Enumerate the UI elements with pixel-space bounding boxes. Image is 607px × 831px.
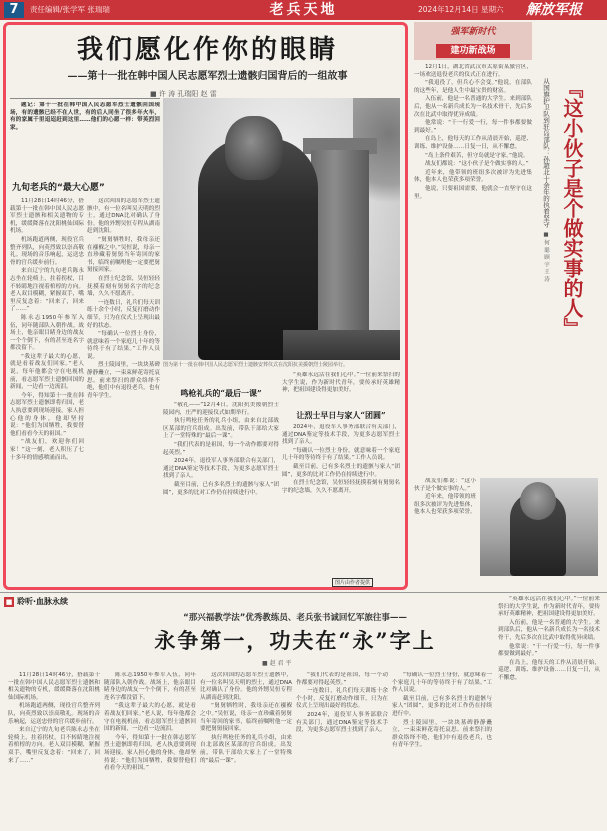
paragraph: “舅舅牺牲时，我母亲还在襁褓之中。”吴恒说，母亲一直珍藏着舅舅当年寄回的家书，临终前嘱咐他一定要把舅舅接回家。 <box>200 703 292 733</box>
column-tag-icon: ■ <box>5 597 13 606</box>
paragraph: “我这辈子最大的心愿，就是看着战友们回家。”老人说，每年他都会守在电视机前，看志愿军烈士遗骸回国的新闻，一边看一边流泪。 <box>10 353 84 391</box>
paragraph: “每确认一位烈士身份，就意味着一个家庭几十年的等待终于有了结果。”工作人员说。 <box>282 447 400 462</box>
paragraph: 执行鸣枪任务的礼兵小组，由来自北部战区某部的官兵组成。出发前，带队干部给大家上了一堂特殊的“最后一课”。 <box>163 418 279 440</box>
article-column-3 <box>163 402 279 580</box>
soldier-portrait-photo <box>480 478 598 576</box>
series-label: 强军新时代 <box>450 27 496 37</box>
header-editors: 责任编辑/张学军 张瑞瑞 <box>30 5 110 14</box>
paragraph: “我们代表的是祖国，每一个动作都要对得起英烈。” <box>163 441 279 456</box>
section-title: 老兵天地 <box>269 2 338 18</box>
paragraph: 这次回国的志愿军烈士遗骸中，有一位名叫吴天明的烈士，通过DNA比对确认了身份。他的外甥吴恒专程从湖南赶到沈阳。 <box>87 198 160 235</box>
page-number: 7 <box>4 2 24 18</box>
paragraph: 近年来，他带领的班组多次被评为先进集体，他本人也荣获多项荣誉。 <box>414 494 476 516</box>
paragraph: 烈士陵园里，一块块墓碑静静矗立，一束束鲜花寄托哀思。前来祭扫的群众络绎不绝，他们中有退役老兵，也有青年学生。 <box>87 362 160 399</box>
series-tag: 建功新战场 <box>436 44 510 58</box>
bottom-article-byline: ■ 赵 君 平 <box>262 660 292 667</box>
paragraph: “英雄永远活在我们心中。”一位前来祭扫的大学生说，作为新时代青年，要传承好英雄精神，把祖国建设得更加美好。 <box>498 596 600 618</box>
paragraph: 截至目前，已有多名烈士的遗骸与家人“团圆”，更多的比对工作仍在持续进行中。 <box>282 463 400 478</box>
section-heading-veteran: 九旬老兵的“最大心愿” <box>12 183 105 193</box>
bottom-column-2 <box>104 672 196 828</box>
photo-flowers <box>283 330 400 360</box>
article-column-4-top <box>282 372 400 408</box>
paragraph: 机场跑道两侧，现役官兵整齐列队，向英烈致以崇高敬礼。现场的音乐响起，运送忠骨的官兵缓步前行。 <box>8 703 100 725</box>
bottom-column-label <box>4 596 68 608</box>
paragraph: 2024年，退役军人事务部联合有关部门，通过DNA鉴定等技术手段，为更多志愿军烈士找到了亲人。 <box>282 424 400 446</box>
paragraph: 11月28日14时46分，搭载第十一批在韩中国人民志愿军烈士遗骸和相关遗物的专机，缓缓降落在沈阳桃仙国际机场。 <box>8 672 100 701</box>
paragraph: 这次回国的志愿军烈士遗骸中，有一位名叫吴天明的烈士，通过DNA比对确认了身份。他的外甥吴恒专程从湖南赶到沈阳。 <box>200 672 292 701</box>
paragraph: “我们代表的是祖国，每一个动作都要对得起英烈。” <box>296 672 388 686</box>
side-article-subtitle: 从国旗护卫队到驻岛部队：孙超北十余年的执着坚守 <box>542 78 550 228</box>
paragraph: 他常说：“干一行爱一行，每一件事都要做到最好。” <box>414 120 532 134</box>
paragraph: 机场跑道两侧，现役官兵整齐列队，向英烈致以崇高敬礼。现场的音乐响起，运送忠骨的官兵缓步前行。 <box>10 236 84 266</box>
bottom-divider <box>0 592 607 593</box>
photo-veteran-head <box>225 116 283 180</box>
main-article-subtitle: ——第十一批在韩中国人民志愿军烈士遗骸归国背后的一组故事 <box>67 71 348 82</box>
photo-monument <box>311 150 369 360</box>
memorial-photo <box>163 98 400 360</box>
paragraph: 他说，只要祖国需要，他就会一直坚守在这里。 <box>414 185 532 200</box>
paragraph: 11月28日14时46分，搭载第十一批在韩中国人民志愿军烈士遗骸和相关遗物的专机，缓缓降落在沈阳桃仙国际机场。 <box>10 198 84 235</box>
bottom-column-6 <box>498 596 600 828</box>
paragraph: 在岛上，他每天的工作从清晨开始，巡逻、训练、维护设备……日复一日，从不懈怠。 <box>414 136 532 150</box>
paragraph: 来自辽宁的九旬老兵陈永志坐在轮椅上，拄着拐杖，目不转睛地注视着棺椁的方向。老人双目模糊，紧握双手，嘴里反复念着：“回来了，回来了……” <box>8 727 100 764</box>
paragraph: 2024年，退役军人事务部联合有关部门，通过DNA鉴定等技术手段，为更多志愿军烈士找到了亲人。 <box>296 711 388 734</box>
side-article-column-1 <box>414 64 532 476</box>
paragraph: “每确认一位烈士身份，就意味着一个家庭几十年的等待终于有了结果。”工作人员说。 <box>392 672 492 694</box>
bottom-column-5 <box>392 672 492 828</box>
paragraph: 在岛上，他每天的工作从清晨开始，巡逻、训练、维护设备……日复一日，从不懈怠。 <box>498 659 600 681</box>
paragraph: “岛上条件艰苦，但守岛就是守家。”他说。 <box>425 152 529 159</box>
paragraph: 今年，得知第十一批在韩志愿军烈士遗骸即将归国，老人执意要到现场迎接。家人担心他的身体，他却坚持说：“他们为国牺牲，我要替他们看看今天的祖国。” <box>10 392 84 437</box>
article-column-4 <box>282 424 400 574</box>
paragraph: 战友们都说：“这小伙子是个做实事的人。” <box>425 161 529 168</box>
paragraph: 烈士陵园里，一块块墓碑静静矗立，一束束鲜花寄托哀思。前来祭扫的群众络绎不绝，他们中有退役老兵，也有青年学生。 <box>392 719 492 749</box>
paragraph: 今年，得知第十一批在韩志愿军烈士遗骸即将归国，老人执意要到现场迎接。家人担心他的身体，他却坚持说：“他们为国牺牲，我要替他们看看今天的祖国。” <box>104 734 196 772</box>
paragraph: 来自辽宁的九旬老兵陈永志坐在轮椅上，拄着拐杖，目不转睛地注视着棺椁的方向。老人双目模糊，紧握双手，嘴里反复念着：“回来了，回来了……” <box>10 268 84 313</box>
header-date: 2024年12月14日 星期六 <box>418 5 504 14</box>
paragraph: “舅舅牺牲时，我母亲还在襁褓之中。”吴恒说，母亲一直珍藏着舅舅当年寄回的家书，临终前嘱咐他一定要把舅舅接回家。 <box>87 236 160 274</box>
inline-heading-honor-guard: 鸣枪礼兵的“最后一课” <box>180 388 262 398</box>
main-article-byline: ■ 许 涛 孔瑞阳 赵 雷 <box>150 90 217 98</box>
paragraph: 截至目前，已有多名烈士的遗骸与家人“团圆”，更多的比对工作仍在持续进行中。 <box>392 695 492 717</box>
paragraph: 陈永志1950年参军入伍，同年随部队入朝作战。战场上，他亲眼目睹身边的战友一个个倒下，有的甚至连名字都没留下。 <box>104 672 196 701</box>
article-column-2 <box>87 198 160 580</box>
bottom-article-title[interactable]: 永争第一，功夫在“永”字上 <box>154 628 436 653</box>
paragraph: “战友们，欢迎你们回家！”这一刻，老人积压了七十多年的情感喷涌而出。 <box>10 439 84 461</box>
side-article-title[interactable]: 『这小伙子是个做实事的人』 <box>560 78 584 338</box>
paragraph: “敬礼——”12月4日，沈阳抗美援朝烈士陵园内，庄严的迎接仪式如期举行。 <box>163 402 279 416</box>
paragraph: 入伍前，他是一名普通的大学生。来到部队后，他从一名新兵成长为一名技术骨干，先后多次在比武中取得优异成绩。 <box>414 96 532 118</box>
paragraph: “每确认一位烈士身份，就意味着一个家庭几十年的等待终于有了结果。”工作人员说。 <box>87 331 160 360</box>
paragraph: 近年来，他带领的班组多次被评为先进集体，他本人也荣获多项荣誉。 <box>414 169 532 184</box>
side-article-column-2 <box>414 478 476 584</box>
paragraph: 陈永志1950年参军入伍，同年随部队入朝作战。战场上，他亲眼目睹身边的战友一个个倒下，有的甚至连名字都没留下。 <box>10 314 84 352</box>
bottom-column-1 <box>8 672 100 828</box>
masthead-logo: 解放军报 <box>526 2 582 18</box>
paragraph: “我这辈子最大的心愿，就是看着战友们回家。”老人说，每年他都会守在电视机前，看志愿军烈士遗骸回国的新闻，一边看一边流泪。 <box>104 703 196 733</box>
bottom-column-3 <box>200 672 292 828</box>
paragraph: 一连数日，礼兵们每天训练十余个小时，反复打磨动作细节，只为在仪式上呈现出最好的状态。 <box>296 688 388 710</box>
bottom-column-label-text: 聆听·血脉永续 <box>17 597 69 606</box>
photo-caption: 图为第十一批在韩中国人民志愿军烈士遗骸安葬仪式在沈阳抗美援朝烈士陵园举行。 <box>163 362 349 368</box>
paragraph: 2024年，退役军人事务部联合有关部门，通过DNA鉴定等技术手段，为更多志愿军烈士找到了亲人。 <box>163 458 279 480</box>
paragraph: 截至目前，已有多名烈士的遗骸与家人“团圆”，更多的比对工作仍在持续进行中。 <box>163 481 279 496</box>
paragraph: 战友们都说：“这小伙子是个做实事的人。” <box>414 478 476 492</box>
paragraph: 入伍前，他是一名普通的大学生。来到部队后，他从一名新兵成长为一名技术骨干，先后多次在比武中取得优异成绩。 <box>498 619 600 641</box>
paragraph: 一连数日，礼兵们每天训练十余个小时，反复打磨动作细节，只为在仪式上呈现出最好的状态。 <box>87 299 160 329</box>
main-article-title[interactable]: 我们愿化作你的眼睛 <box>76 35 338 65</box>
paragraph: 在烈士纪念馆，吴恒轻轻抚摸着刻有舅舅名字的纪念墙，久久不愿离开。 <box>282 480 400 494</box>
photo-credit: 图片由作者提供 <box>332 578 373 587</box>
article-column-1 <box>10 198 84 580</box>
bottom-article-kicker: “那兴福教学法”优秀教练员、老兵张书诚回忆军旅往事—— <box>183 613 407 623</box>
lead-paragraph <box>10 102 160 166</box>
portrait-head <box>520 482 556 520</box>
bottom-column-4 <box>296 672 388 828</box>
inline-heading-reunion: 让烈士早日与家人“团圆” <box>296 410 386 420</box>
lead-text: 题记：第十一批在韩中国人民志愿军烈士遗骸回国现场，有的遗骸已经不在人世，有的后人同坐了很多年火车，有的家属千里迢迢赶到这里……他们的心愿一样：带英烈回家。 <box>10 102 160 131</box>
paragraph: “我退役了，但兵心不会变。”他说，在部队的这些年，是他人生中最宝贵的财富。 <box>414 80 532 94</box>
paragraph: “英雄永远活在我们心中。”一位前来祭扫的大学生说，作为新时代青年，要传承好英雄精神，把祖国建设得更加美好。 <box>282 372 400 394</box>
paragraph: 执行鸣枪任务的礼兵小组，由来自北部战区某部的官兵组成。出发前，带队干部给大家上了一堂特殊的“最后一课”。 <box>200 734 292 764</box>
paragraph: 在烈士纪念馆，吴恒轻轻抚摸着刻有舅舅名字的纪念墙，久久不愿离开。 <box>87 275 160 298</box>
paragraph: 12月1日，湖北省武汉市太原街某旅营区，一场欢送退役老兵的仪式正在进行。 <box>414 64 532 78</box>
divider <box>10 98 160 99</box>
side-article-byline: ■ 何 聪 顾 宇 王 涛 <box>543 232 549 282</box>
paragraph: 他常说：“干一行爱一行，每一件事都要做到最好。” <box>498 643 600 658</box>
